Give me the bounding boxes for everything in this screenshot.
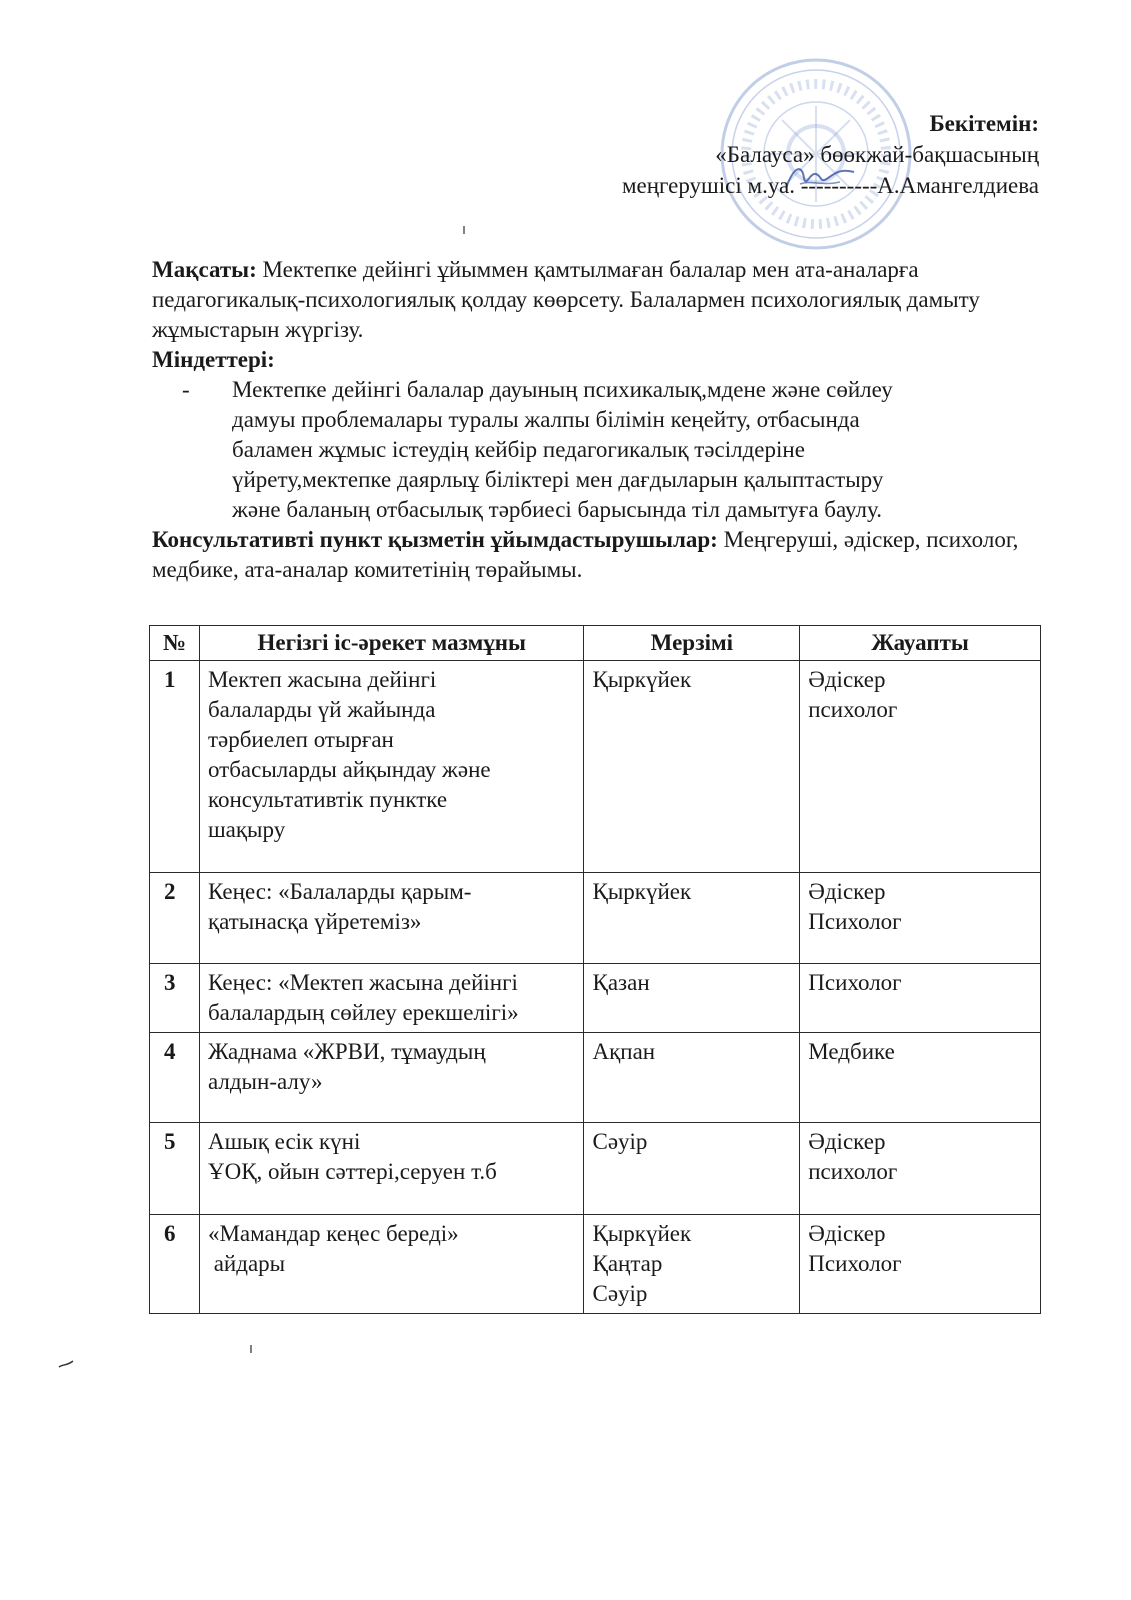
row-term — [584, 1123, 800, 1215]
term-line: Қазан — [592, 970, 650, 995]
scan-speck-icon — [462, 226, 466, 234]
responsible-line: Әдіскер — [808, 1129, 886, 1154]
goal-text: Мектепке дейінгі ұйыммен қамтылмаған балалар мен ата-аналарға педагогикалық-психологиялық қолдау көөрсету. Балалармен психологиялық дамыту жұмыстарын жүргізу. — [152, 257, 980, 342]
row-responsible — [800, 1123, 1041, 1215]
term-line: Қыркүйек — [592, 1221, 692, 1246]
row-number: 6 — [150, 1215, 200, 1314]
row-content — [199, 1033, 584, 1123]
responsible-line: Психолог — [808, 1251, 902, 1276]
responsible-line: Әдіскер — [808, 667, 886, 692]
responsible-line: Медбике — [808, 1039, 895, 1064]
approval-title: Бекітемін: — [929, 111, 1039, 136]
row-number: 5 — [150, 1123, 200, 1215]
header-responsible: Жауапты — [800, 626, 1041, 661]
row-term — [584, 873, 800, 964]
row-responsible — [800, 1215, 1041, 1314]
table-row — [150, 873, 1041, 964]
header-content: Негізгі іс-әрекет мазмұны — [199, 626, 584, 661]
approval-org: «Балауса» бөөкжай-бақшасының — [715, 142, 1039, 167]
table-row — [150, 1215, 1041, 1314]
content-line: қатынасқа үйретеміз» — [207, 909, 422, 934]
organizers-paragraph — [152, 525, 1032, 585]
organizers-label: Консультативті пункт қызметін ұйымдастырушылар: — [152, 527, 718, 552]
list-bullet: - — [182, 377, 190, 402]
row-content — [199, 1215, 584, 1314]
content-line: алдын-алу» — [207, 1069, 323, 1094]
term-line: Қыркүйек — [592, 667, 692, 692]
row-responsible — [800, 964, 1041, 1033]
responsible-line: Психолог — [808, 970, 902, 995]
task-line: дамуы проблемалары туралы жалпы білімін кеңейту, отбасында — [232, 407, 860, 432]
responsible-line: психолог — [808, 1159, 898, 1184]
term-line: Сәуір — [592, 1129, 648, 1154]
task-line: Мектепке дейінгі балалар дауының психикалық,мдене және сөйлеу — [232, 377, 893, 402]
row-number: 4 — [150, 1033, 200, 1123]
task-line: үйрету,мектепке даярлыұ біліктері мен дағдыларын қалыптастыру — [232, 467, 884, 492]
row-content — [199, 873, 584, 964]
table-row — [150, 964, 1041, 1033]
task-line: баламен жұмыс істеудің кейбір педагогикалық тәсілдеріне — [232, 437, 805, 462]
row-responsible — [800, 1033, 1041, 1123]
activity-plan-table — [149, 625, 1041, 1314]
content-line: балалардың сөйлеу ерекшелігі» — [207, 1000, 519, 1025]
content-line: Ашық есік күні — [207, 1129, 361, 1154]
term-line: Қыркүйек — [592, 879, 692, 904]
content-line: «Мамандар кеңес береді» — [207, 1221, 459, 1246]
row-term — [584, 1033, 800, 1123]
tasks-label: Міндеттері: — [152, 347, 275, 372]
term-line: Ақпан — [592, 1039, 656, 1064]
content-line: шақыру — [207, 817, 286, 842]
table-header-row — [150, 626, 1041, 661]
scan-speck-icon — [249, 1345, 253, 1353]
table-row — [150, 661, 1041, 873]
content-line: Кеңес: «Мектеп жасына дейінгі — [207, 970, 518, 995]
content-line: балаларды үй жайында — [207, 697, 436, 722]
content-line: Кеңес: «Балаларды қарым- — [207, 879, 472, 904]
row-content — [199, 1123, 584, 1215]
row-number: 1 — [150, 661, 200, 873]
row-term — [584, 661, 800, 873]
responsible-line: Психолог — [808, 909, 902, 934]
row-responsible — [800, 873, 1041, 964]
tasks-list — [152, 375, 1032, 525]
table-row — [150, 1033, 1041, 1123]
organizers-text: Меңгеруші, әдіскер, психолог, медбике, ата-аналар комитетінің төрайымы. — [152, 527, 1019, 582]
row-content — [199, 964, 584, 1033]
content-line: консультативтік пунктке — [207, 787, 448, 812]
header-term: Мерзімі — [584, 626, 800, 661]
document-body — [152, 255, 1032, 585]
row-content — [199, 661, 584, 873]
row-term — [584, 964, 800, 1033]
row-term — [584, 1215, 800, 1314]
task-line: және баланың отбасылық тәрбиесі барысында тіл дамытуға баулу. — [232, 497, 882, 522]
task-item — [152, 375, 1032, 525]
row-number: 2 — [150, 873, 200, 964]
content-line: айдары — [207, 1251, 286, 1276]
responsible-line: Әдіскер — [808, 879, 886, 904]
content-line: Жаднама «ЖРВИ, тұмаудың — [207, 1039, 486, 1064]
content-line: Мектеп жасына дейінгі — [207, 667, 437, 692]
row-responsible — [800, 661, 1041, 873]
scan-speck-icon — [58, 1360, 74, 1368]
responsible-line: психолог — [808, 697, 898, 722]
goal-label: Мақсаты: — [152, 257, 257, 282]
responsible-line: Әдіскер — [808, 1221, 886, 1246]
content-line: отбасыларды айқындау және — [207, 757, 491, 782]
content-line: тәрбиелеп отырған — [207, 727, 394, 752]
term-line: Қаңтар — [592, 1251, 663, 1276]
approval-block — [622, 108, 1039, 201]
content-line: ҰОҚ, ойын сәттері,серуен т.б — [207, 1159, 497, 1184]
approval-head: меңгерушісі м.уа. ----------А.Амангелдиева — [621, 173, 1039, 198]
term-line: Сәуір — [592, 1281, 648, 1306]
row-number: 3 — [150, 964, 200, 1033]
goal-paragraph — [152, 255, 1032, 345]
table-row — [150, 1123, 1041, 1215]
header-number: № — [150, 626, 200, 661]
